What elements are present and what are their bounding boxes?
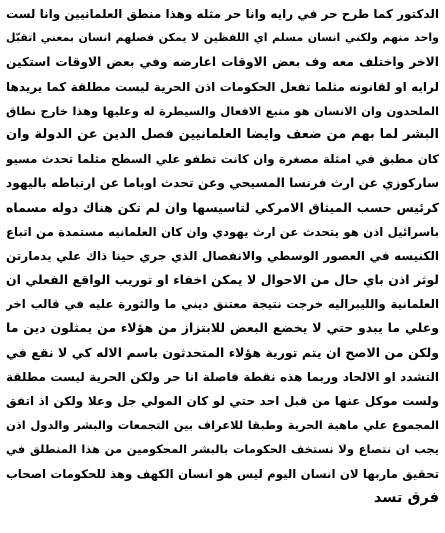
text-line: ولست موكل عنها من قبل احد حتي لو كان المولي جل وعلا ولكن اذ اتفق [6, 394, 439, 408]
text-line: كان مطبق في امثلة مصغرة وان كانت تطفو علي السطح مثلما تحدث مسيو [6, 152, 439, 167]
text-line: كرئيس حسب الميثاق الامركي لتاسيسها وان لم تكن هناك دوله مسماه [6, 199, 439, 215]
text-line: وعلي ما يبدو حتي لا يخضع البعض للابتزاز من هؤلاء من يمثلون دين ما [6, 320, 439, 336]
text-line: يجب ان نتصاع ولا نستخف الحكومات بالبشر المحكومين من هذا المنطلق في [6, 442, 439, 457]
text-line: العلمانية والليبراليه خرجت نتيجة معتنق ديني ما والثورة عليه في قالب اخر [6, 297, 439, 312]
text-line: لوثر اذن باي حال من الاحوال لا يمكن اخفاء او توريب الواقع الفعلي ان [6, 272, 439, 288]
text-line-last: فرق تسد [373, 489, 439, 506]
text-line: الملحدون وان الانسان هو منبع الافعال والسيطرة له وعليها وهذا خارج نطاق [6, 103, 439, 118]
text-line: ولكن من الاصح ان يتم تورية هؤلاء المتحدثون باسم الاله كي لا نقع في [6, 344, 439, 360]
document-page [6, 2, 439, 531]
text-line: المجموع علي ماهية الحرية وطبقا للاعراف بين التجمعات والبشر والدول اذن [6, 418, 439, 433]
text-line: ساركوزي عن ارث فرنسا المسيحي وعن تحدث اوباما عن ارتباطه باليهود [6, 176, 439, 191]
text-line: الدكتور كما طرح حر في رايه وانا حر مثله وهذا منطق العلمانيين وانا لست [6, 7, 439, 21]
text-line: واحد منهم ولكني انسان مسلم اي اللفظين لا يمكن فصلهم انسان بمعني اتقبّل [6, 31, 439, 45]
text-line: البشر لما بهم من ضعف وايضا العلمانيين فصل الدين عن الدولة وان [6, 126, 439, 142]
text-line: التشدد او الالحاد وربما هذه نقطة فاصلة انا حر ولكن الحرية ليست مطلقة [6, 369, 439, 384]
text-line: تحقيق ماربها لان انسان اليوم ليس هو انسان الكهف وهذ للحكومات اصحاب [6, 466, 439, 481]
text-line: باسرائيل اذن هو يتحدث عن ارث يهودي وان كان العلمانيه مستمدة من اتباع [6, 224, 439, 239]
text-line: الكنيسه في العصور الوسطي والانفصال الذي جري حينا ذاك علي يدمارتن [6, 248, 439, 263]
text-line: لرايه او لقانونه مثلما تفعل الحكومات اذن الحرية ليست مطلقة كما يريدها [6, 79, 439, 94]
text-line: الاخر واختلف معه وف بعض الاوقات اعارضه وفي بعض الاوقات استكين [6, 55, 439, 70]
